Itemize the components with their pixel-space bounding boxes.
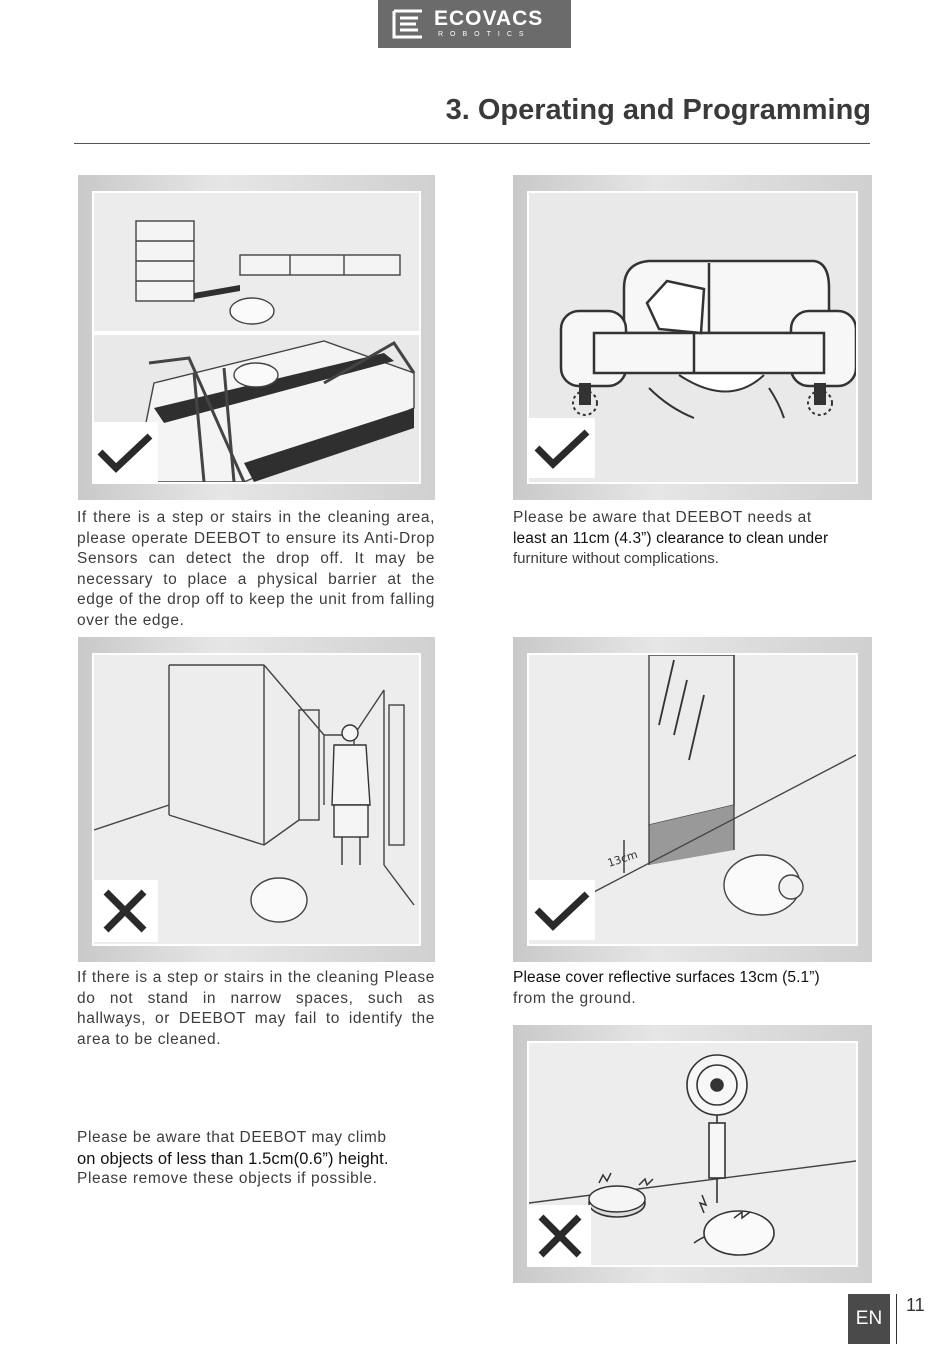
page-title: 3. Operating and Programming bbox=[445, 94, 871, 126]
hallway-paragraph: If there is a step or stairs in the cleaning Please do not stand in narrow spaces, such as hallways, or DEEBOT may fail to identify the area to be cleaned. bbox=[77, 969, 435, 1048]
cross-badge bbox=[529, 1205, 591, 1267]
cross-icon bbox=[92, 880, 158, 942]
language-tab: EN bbox=[848, 1294, 890, 1344]
illustration-sofa bbox=[513, 175, 872, 500]
climb-line-1: Please be aware that DEEBOT may climb bbox=[77, 1129, 387, 1146]
illustration-low-objects bbox=[513, 1025, 872, 1283]
clearance-line-2: least an 11cm (4.3”) clearance to clean under bbox=[513, 529, 829, 547]
title-divider bbox=[74, 143, 870, 144]
stairs-paragraph: If there is a step or stairs in the cleaning area, please operate DEEBOT to ensure its Anti-Drop Sensors can detect the drop off. It may be necessary to place a physical barrier at the edge of the drop off to keep the unit from falling over the edge. bbox=[77, 509, 435, 629]
check-icon bbox=[92, 422, 158, 484]
check-icon bbox=[529, 880, 595, 940]
cross-badge bbox=[92, 880, 158, 942]
check-badge bbox=[529, 418, 595, 478]
check-badge bbox=[529, 880, 595, 940]
illustration-stairs bbox=[78, 175, 435, 500]
reflective-paragraph bbox=[513, 968, 872, 1009]
climb-paragraph bbox=[77, 1128, 436, 1190]
footer-divider bbox=[896, 1294, 897, 1344]
clearance-dimension-label: 13cm bbox=[605, 847, 640, 870]
reflective-line-1: Please cover reflective surfaces 13cm (5.1”) bbox=[513, 969, 820, 986]
climb-line-2: on objects of less than 1.5cm(0.6”) height. bbox=[77, 1149, 389, 1168]
check-badge bbox=[92, 422, 158, 484]
clearance-line-1: Please be aware that DEEBOT needs at bbox=[513, 509, 812, 526]
clearance-line-3: furniture without complications. bbox=[513, 550, 719, 567]
check-icon bbox=[529, 418, 595, 478]
ecovacs-mark-icon bbox=[390, 8, 426, 40]
reflective-line-2: from the ground. bbox=[513, 989, 637, 1007]
climb-line-3: Please remove these objects if possible. bbox=[77, 1170, 378, 1187]
page-number: 11 bbox=[906, 1295, 925, 1315]
logo-sub-text: ROBOTICS bbox=[438, 31, 531, 38]
illustration-hallway bbox=[78, 637, 435, 962]
clearance-paragraph bbox=[513, 508, 872, 570]
ecovacs-logo bbox=[378, 0, 571, 48]
logo-brand-text: ECOVACS bbox=[434, 7, 544, 30]
illustration-reflective bbox=[513, 637, 872, 962]
cross-icon bbox=[529, 1205, 591, 1267]
